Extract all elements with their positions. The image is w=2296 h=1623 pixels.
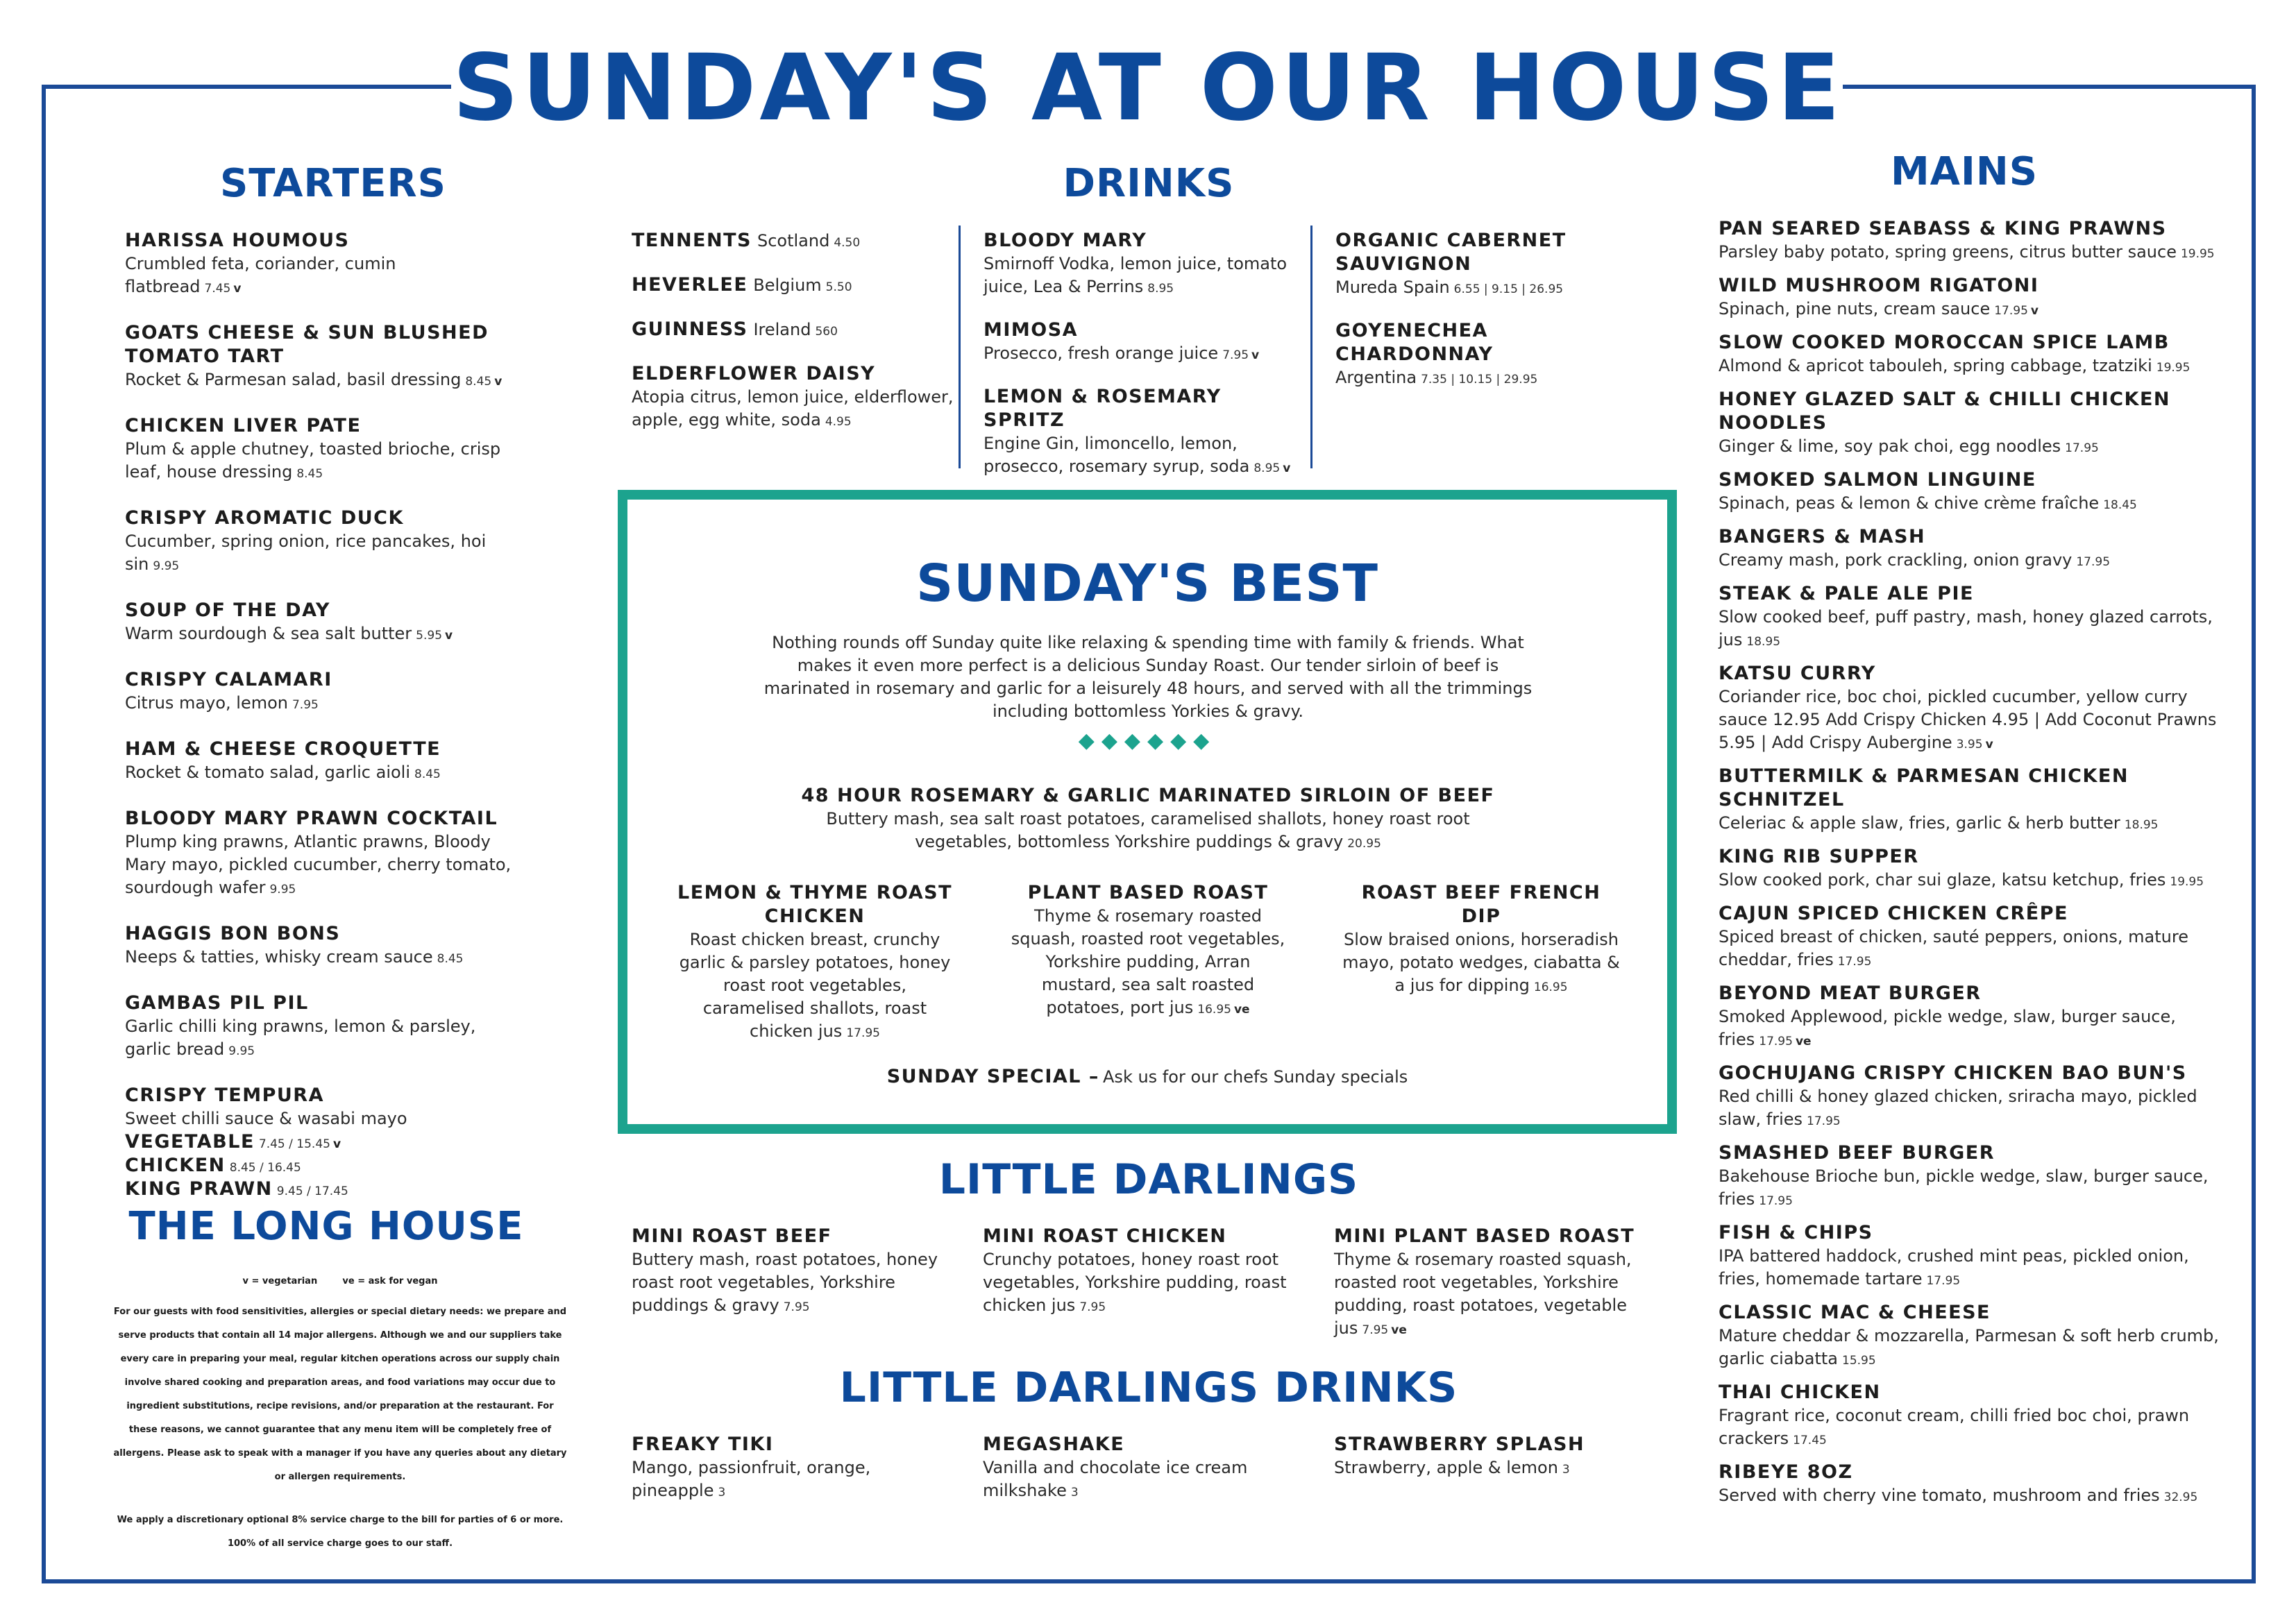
item-desc (1719, 355, 2232, 380)
item-name: FREAKY TIKI (632, 1434, 774, 1455)
item-desc (1719, 435, 2232, 460)
tempura-option (125, 1130, 514, 1154)
item-price: 18.45 (2103, 498, 2137, 512)
drinks-heading: DRINKS (1063, 161, 1235, 206)
item-desc-text: Parsley baby potato, spring greens, citrus butter sauce (1719, 242, 2177, 262)
menu-item (1719, 1062, 2232, 1133)
item-name: PAN SEARED SEABASS & KING PRAWNS (1719, 218, 2167, 239)
item-name: LEMON & THYME ROAST CHICKEN (677, 882, 952, 927)
menu-item (1719, 1381, 2232, 1452)
item-price: 8.95 (1147, 282, 1174, 296)
starters-heading: STARTERS (219, 161, 447, 206)
item-desc: Buttery mash, sea salt roast potatoes, caramelised shallots, honey roast root vegetables, bottomless Yorkshire puddings & gravy 20.95 (826, 809, 1470, 851)
item-name: MINI ROAST BEEF (632, 1225, 832, 1247)
long-house-heading: THE LONG HOUSE (128, 1204, 524, 1249)
item-desc-text: Thyme & rosemary roasted squash, roasted root vegetables, Yorkshire pudding, Arran mustard, sea salt roasted potatoes, port jus (1011, 906, 1285, 1017)
item-name: HAGGIS BON BONS (125, 923, 341, 944)
item-name: GAMBAS PIL PIL (125, 992, 309, 1014)
item-name: HAM & CHEESE CROQUETTE (125, 738, 441, 760)
item-name: GOATS CHEESE & SUN BLUSHED TOMATO TART (125, 322, 489, 367)
item-desc-text: Ginger & lime, soy pak choi, egg noodles (1719, 436, 2061, 456)
menu-item (632, 1433, 958, 1504)
item-desc (984, 342, 1303, 367)
item-desc-text: Neeps & tatties, whisky cream sauce (125, 947, 433, 967)
item-name: MINI ROAST CHICKEN (983, 1225, 1227, 1247)
menu-item (983, 1433, 1309, 1504)
menu-item (1719, 217, 2232, 266)
sunday-special-label: SUNDAY SPECIAL – (886, 1066, 1099, 1087)
item-desc (125, 831, 514, 901)
diet-legend: v = vegetarian ve = ask for vegan (242, 1276, 438, 1286)
menu-item (1719, 582, 2232, 654)
menu-item (125, 321, 514, 393)
menu-item (125, 414, 514, 486)
item-desc (1719, 1325, 2232, 1373)
item-name: HARISSA HOUMOUS (125, 230, 350, 251)
menu-item (125, 738, 514, 786)
item-origin: Belgium (753, 275, 822, 295)
little-darlings-heading: LITTLE DARLINGS (938, 1155, 1359, 1204)
item-desc (1719, 1404, 2232, 1452)
item-name: HEVERLEE (632, 274, 748, 296)
tempura-options (125, 1130, 514, 1201)
sunday-special-text: Ask us for our chefs Sunday specials (1103, 1067, 1408, 1087)
item-price: 18.95 (1746, 635, 1781, 649)
item-desc (125, 761, 514, 786)
item-desc: Sweet chilli sauce & wasabi mayo (125, 1109, 407, 1128)
item-desc-text: Engine Gin, limoncello, lemon, prosecco, rosemary syrup, soda (984, 434, 1250, 476)
item-desc (1334, 1248, 1660, 1342)
long-house-info (111, 1270, 569, 1556)
item-name: BANGERS & MASH (1719, 526, 1926, 547)
item-desc-text: Crumbled feta, coriander, cumin flatbread (125, 254, 396, 296)
item-desc-text: Smoked Applewood, pickle wedge, slaw, burger sauce, fries (1719, 1007, 2176, 1049)
item-name: ELDERFLOWER DAISY (632, 363, 876, 384)
option-name: KING PRAWN (125, 1178, 273, 1200)
item-desc (1335, 276, 1627, 301)
item-desc (125, 692, 514, 717)
wines-column (1335, 229, 1627, 409)
menu-item (125, 229, 514, 300)
tempura-option (125, 1154, 514, 1178)
item-desc (632, 1248, 958, 1319)
item-name: TENNENTS (632, 230, 752, 251)
item-price: 17.95 (2065, 441, 2099, 455)
item-name: CHICKEN LIVER PATE (125, 415, 362, 436)
item-desc-text: Buttery mash, roast potatoes, honey roast root vegetables, Yorkshire puddings & gravy (632, 1250, 938, 1315)
little-drinks-list (632, 1433, 1673, 1522)
item-name: GOYENECHEA CHARDONNAY (1335, 320, 1494, 365)
item-desc-text: Slow cooked pork, char sui glaze, katsu ketchup, fries (1719, 870, 2166, 890)
item-price: 3 (718, 1486, 726, 1499)
diet-tag: v (1251, 348, 1260, 362)
item-price: 7.95 (783, 1300, 810, 1314)
item-name: GUINNESS (632, 318, 748, 340)
item-price: 8.45 (414, 767, 441, 781)
menu-item (984, 385, 1303, 480)
item-desc-text: Slow cooked beef, puff pastry, mash, honey glazed carrots, jus (1719, 607, 2213, 649)
item-desc-text: Fragrant rice, coconut cream, chilli fried boc choi, prawn crackers (1719, 1406, 2190, 1448)
item-desc-text: Plum & apple chutney, toasted brioche, crisp leaf, house dressing (125, 439, 501, 482)
item-desc-text: Argentina (1335, 368, 1417, 387)
item-name: BUTTERMILK & PARMESAN CHICKEN SCHNITZEL (1719, 765, 2129, 810)
item-price: 8.45 (296, 467, 323, 481)
item-name: GOCHUJANG CRISPY CHICKEN BAO BUN'S (1719, 1062, 2187, 1084)
item-desc-text: Mureda Spain (1335, 278, 1450, 297)
item-name: SLOW COOKED MOROCCAN SPICE LAMB (1719, 332, 2170, 353)
sundays-best-heading: SUNDAY'S BEST (916, 554, 1378, 613)
item-desc (125, 253, 514, 300)
item-price: 18.95 (2124, 818, 2159, 832)
diet-tag: v (1283, 461, 1291, 475)
item-price: 5.95 (416, 629, 443, 643)
little-darlings-list (632, 1225, 1673, 1360)
item-desc-text: Strawberry, apple & lemon (1334, 1458, 1558, 1477)
menu-item (1719, 1461, 2232, 1509)
item-desc (1719, 549, 2232, 574)
menu-item (1719, 845, 2232, 894)
item-desc (984, 432, 1303, 480)
diet-tag: ve (1391, 1323, 1407, 1337)
menu-item (125, 507, 514, 578)
item-desc-text: Spiced breast of chicken, sauté peppers, onions, mature cheddar, fries (1719, 927, 2188, 969)
item-desc-text: Mature cheddar & mozzarella, Parmesan & soft herb crumb, garlic ciabatta (1719, 1326, 2219, 1368)
item-desc-text: Almond & apricot tabouleh, spring cabbage, tzatziki (1719, 356, 2152, 375)
item-name: 48 HOUR ROSEMARY & GARLIC MARINATED SIRLOIN OF BEEF (801, 785, 1495, 806)
item-price: 7.45 (204, 282, 231, 296)
item-price: 17.95 (1759, 1035, 1793, 1048)
item-origin: Ireland (753, 320, 811, 339)
diet-tag: v (1985, 738, 1993, 751)
item-price: 17.95 (1759, 1194, 1793, 1208)
item-name: MEGASHAKE (983, 1434, 1125, 1455)
item-price: 5.50 (825, 280, 852, 294)
item-desc-text: Mango, passionfruit, orange, pineapple (632, 1458, 871, 1500)
diet-tag: v (494, 375, 503, 389)
item-desc (125, 530, 514, 578)
item-desc (1719, 869, 2232, 894)
menu-item (125, 992, 514, 1063)
beers-list (632, 229, 958, 341)
item-desc-text: Red chilli & honey glazed chicken, sriracha mayo, pickled slaw, fries (1719, 1087, 2197, 1129)
item-price: 17.95 (1994, 304, 2028, 318)
item-desc (1719, 606, 2232, 654)
item-name: CRISPY CALAMARI (125, 669, 332, 690)
item-desc-text: Rocket & Parmesan salad, basil dressing (125, 370, 462, 389)
item-price: 7.95 (292, 698, 319, 712)
menu-item (1335, 229, 1627, 301)
item-price: 8.45 (437, 952, 464, 966)
tempura-option (125, 1178, 514, 1201)
item-desc (1334, 1456, 1660, 1481)
item-price: 19.95 (2170, 875, 2204, 889)
item-price: 3 (1562, 1463, 1570, 1477)
item-name: BEYOND MEAT BURGER (1719, 983, 1982, 1004)
item-name: KING RIB SUPPER (1719, 846, 1919, 867)
diet-tag: ve (1233, 1003, 1250, 1017)
item-name: CAJUN SPICED CHICKEN CRÊPE (1719, 903, 2068, 924)
menu-item (1335, 319, 1627, 391)
menu-item (1342, 881, 1620, 1045)
menu-item (1009, 881, 1287, 1045)
starters-column (125, 229, 514, 1219)
option-name: VEGETABLE (125, 1131, 255, 1153)
item-name: HONEY GLAZED SALT & CHILLI CHICKEN NOODLES (1719, 389, 2171, 434)
item-desc-text: Spinach, peas & lemon & chive crème fraîche (1719, 493, 2100, 513)
item-desc (984, 253, 1303, 300)
item-price: 16.95 (1197, 1003, 1231, 1017)
item-price: 17.95 (1837, 955, 1872, 969)
item-price: 7.95 (1362, 1323, 1389, 1337)
option-price: 7.45 / 15.45 (258, 1137, 330, 1151)
item-price: 17.95 (1926, 1274, 1961, 1288)
little-drinks-heading: LITTLE DARLINGS DRINKS (839, 1363, 1458, 1412)
menu-item (984, 318, 1303, 367)
item-name: MIMOSA (984, 319, 1079, 341)
item-desc (1719, 1484, 2232, 1509)
option-price: 9.45 / 17.45 (276, 1184, 348, 1198)
item-name: PLANT BASED ROAST (1027, 882, 1269, 903)
item-price: 8.45 (465, 375, 492, 389)
item-name: ORGANIC CABERNET SAUVIGNON (1335, 230, 1567, 275)
item-desc (1719, 492, 2232, 517)
item-name: CRISPY TEMPURA (125, 1085, 324, 1106)
sundays-best-intro: Nothing rounds off Sunday quite like relaxing & spending time with family & friends. What makes it even more perfect is a delicious Sunday Roast. Our tender sirloin of beef is marinated in rosemary and garlic for a leisurely 48 hours, and served with all the trimmings including bottomless Yorkies & gravy. (763, 633, 1533, 721)
beers-column (632, 229, 958, 452)
menu-item (632, 318, 958, 341)
item-desc (1719, 1245, 2232, 1293)
menu-item (125, 599, 514, 647)
item-price: 3.95 (1956, 738, 1983, 751)
item-name: LEMON & ROSEMARY SPRITZ (984, 386, 1222, 431)
item-name: CRISPY AROMATIC DUCK (125, 507, 404, 529)
item-price: 7.35 | 10.15 | 29.95 (1421, 373, 1538, 386)
item-desc (1719, 812, 2232, 837)
item-desc (125, 946, 514, 971)
item-desc (1719, 1005, 2232, 1053)
item-desc (983, 1456, 1309, 1504)
menu-item (1334, 1433, 1660, 1504)
cocktails-column (984, 229, 1303, 498)
menu-item (1719, 468, 2232, 517)
item-desc (1719, 1085, 2232, 1133)
item-desc (1335, 366, 1627, 391)
diet-tag: ve (1795, 1035, 1812, 1048)
item-desc-text: Crunchy potatoes, honey roast root vegetables, Yorkshire pudding, roast chicken jus (983, 1250, 1287, 1315)
menu-item (125, 668, 514, 717)
item-price: 17.95 (2076, 555, 2111, 569)
item-name: KATSU CURRY (1719, 663, 1876, 684)
item-name: BLOODY MARY PRAWN COCKTAIL (125, 808, 498, 829)
item-price: 16.95 (1533, 980, 1568, 994)
menu-item (1719, 331, 2232, 380)
item-desc-text: Spinach, pine nuts, cream sauce (1719, 299, 1991, 318)
item-desc-text: Celeriac & apple slaw, fries, garlic & herb butter (1719, 813, 2120, 833)
item-name: STRAWBERRY SPLASH (1334, 1434, 1585, 1455)
item-price: 19.95 (2180, 247, 2215, 261)
item-price: 4.50 (834, 236, 861, 250)
menu-item (1719, 662, 2232, 756)
item-desc-text: Roast chicken breast, crunchy garlic & parsley potatoes, honey roast root vegetables, caramelised shallots, roast chicken jus (679, 930, 951, 1041)
menu-item (1719, 274, 2232, 323)
item-name: STEAK & PALE ALE PIE (1719, 583, 1974, 604)
menu-item (983, 1225, 1309, 1342)
menu-item (1719, 1301, 2232, 1373)
sunday-special (627, 1065, 1667, 1089)
item-desc-text: Prosecco, fresh orange juice (984, 343, 1219, 363)
elderflower-item (632, 362, 958, 434)
menu-item (1719, 765, 2232, 837)
mains-list (1719, 217, 2232, 1509)
item-name: SMASHED BEEF BURGER (1719, 1142, 1995, 1164)
item-desc-text: Creamy mash, pork crackling, onion gravy (1719, 550, 2073, 570)
sirloin-item (801, 784, 1495, 856)
menu-item (632, 1225, 958, 1342)
item-desc (983, 1248, 1309, 1319)
menu-item (1719, 982, 2232, 1053)
menu-item (125, 807, 514, 901)
item-name: MINI PLANT BASED ROAST (1334, 1225, 1635, 1247)
item-desc-text: Vanilla and chocolate ice cream milkshake (983, 1458, 1248, 1500)
item-desc-text: Garlic chilli king prawns, lemon & parsley, garlic bread (125, 1017, 476, 1059)
menu-item (1334, 1225, 1660, 1342)
diet-tag: v (332, 1137, 341, 1151)
item-desc-text: Smirnoff Vodka, lemon juice, tomato juice, Lea & Perrins (984, 254, 1288, 296)
item-desc (1009, 905, 1287, 1021)
item-name: RIBEYE 8OZ (1719, 1461, 1853, 1483)
diamond-divider: ◆◆◆◆◆◆ (1078, 729, 1217, 753)
menu-item (1719, 1221, 2232, 1293)
item-name: BLOODY MARY (984, 230, 1147, 251)
item-desc (1719, 241, 2232, 266)
item-price: 6.55 | 9.15 | 26.95 (1453, 282, 1564, 296)
tempura-item (125, 1084, 514, 1201)
item-desc (1719, 1165, 2232, 1213)
menu-item (1719, 902, 2232, 974)
item-desc-text: Served with cherry vine tomato, mushroom and fries (1719, 1486, 2160, 1505)
drinks-divider-1 (959, 226, 961, 468)
item-price: 17.45 (1793, 1434, 1827, 1447)
item-desc (125, 368, 514, 393)
item-name: SOUP OF THE DAY (125, 600, 330, 621)
item-price: 19.95 (2156, 361, 2191, 375)
allergen-notice: For our guests with food sensitivities, allergies or special dietary needs: we prepare and serve products that contain all 14 major allergens. Although we and our suppliers take every care in preparing your meal, regular kitchen operations across our supply chain involve shared cooking and preparation areas, and food variations may occur due to ingredient substitutions, recipe revisions, and/or preparation at the restaurant. For these reasons, we cannot guarantee that any menu item will be completely free of allergens. Please ask to speak with a manager if you have any queries about any dietary or allergen requirements. (113, 1307, 567, 1482)
item-desc-text: Rocket & tomato salad, garlic aioli (125, 763, 411, 782)
mains-column (1719, 217, 2232, 1518)
menu-item (676, 881, 954, 1045)
sundays-best-panel (618, 490, 1677, 1134)
page-title: SUNDAY'S AT OUR HOUSE (453, 35, 1843, 142)
item-name: THAI CHICKEN (1719, 1382, 1881, 1403)
item-desc (1719, 926, 2232, 974)
drinks-divider-2 (1310, 226, 1312, 468)
item-price: 32.95 (2163, 1490, 2198, 1504)
cocktails-list (984, 229, 1303, 480)
item-price: 7.95 (1222, 348, 1249, 362)
roast-options (676, 881, 1620, 1063)
menu-item (1719, 1141, 2232, 1213)
item-desc (632, 1456, 958, 1504)
option-name: CHICKEN (125, 1155, 226, 1176)
item-name: CLASSIC MAC & CHEESE (1719, 1302, 1991, 1323)
item-price: 17.95 (1807, 1114, 1841, 1128)
item-desc (125, 438, 514, 486)
item-desc: Atopia citrus, lemon juice, elderflower, apple, egg white, soda 4.95 (632, 387, 954, 430)
item-price: 15.95 (1842, 1354, 1876, 1368)
item-desc (125, 622, 514, 647)
item-price: 17.95 (846, 1026, 880, 1040)
item-price: 9.95 (269, 883, 296, 897)
menu-item (984, 229, 1303, 300)
menu-item (1719, 525, 2232, 574)
diet-tag: v (233, 282, 242, 296)
item-desc-text: Bakehouse Brioche bun, pickle wedge, slaw, burger sauce, fries (1719, 1166, 2209, 1209)
item-desc-text: IPA battered haddock, crushed mint peas, pickled onion, fries, homemade tartare (1719, 1246, 2189, 1289)
wines-list (1335, 229, 1627, 391)
item-desc (1719, 298, 2232, 323)
item-name: FISH & CHIPS (1719, 1222, 1873, 1243)
service-charge-notice: We apply a discretionary optional 8% service charge to the bill for parties of 6 or more. 100% of all service charge goes to our staff. (117, 1515, 564, 1549)
item-desc (125, 1015, 514, 1063)
item-desc (1719, 686, 2232, 756)
diet-tag: v (445, 629, 453, 643)
item-desc-text: Warm sourdough & sea salt butter (125, 624, 412, 643)
diet-tag: v (2030, 304, 2038, 318)
mains-heading: MAINS (1890, 149, 2038, 194)
item-desc-text: Slow braised onions, horseradish mayo, potato wedges, ciabatta & a jus for dipping (1342, 930, 1620, 995)
item-price: 9.95 (153, 559, 180, 573)
item-price: 560 (815, 325, 838, 339)
item-name: SMOKED SALMON LINGUINE (1719, 469, 2036, 491)
menu-item (125, 922, 514, 971)
item-price: 7.95 (1079, 1300, 1106, 1314)
item-price: 9.95 (228, 1044, 255, 1058)
item-desc-text: Plump king prawns, Atlantic prawns, Bloody Mary mayo, pickled cucumber, cherry tomato, sourdough wafer (125, 832, 512, 897)
starters-list (125, 229, 514, 1063)
item-desc (676, 928, 954, 1045)
item-name: ROAST BEEF FRENCH DIP (1361, 882, 1601, 927)
item-price: 8.95 (1253, 461, 1281, 475)
item-desc-text: Coriander rice, boc choi, pickled cucumber, yellow curry sauce 12.95 Add Crispy Chicken 4.95 | Add Coconut Prawns 5.95 | Add Crispy Aubergine (1719, 687, 2217, 752)
item-desc-text: Citrus mayo, lemon (125, 693, 288, 713)
item-name: WILD MUSHROOM RIGATONI (1719, 275, 2039, 296)
item-price: 3 (1070, 1486, 1079, 1499)
item-origin: Scotland (757, 231, 830, 250)
item-desc-text: Cucumber, spring onion, rice pancakes, hoi sin (125, 532, 487, 574)
item-desc-text: Thyme & rosemary roasted squash, roasted root vegetables, Yorkshire pudding, roast potatoes, vegetable jus (1334, 1250, 1632, 1338)
menu-item (632, 229, 958, 253)
item-desc (1342, 928, 1620, 999)
menu-item (1719, 388, 2232, 460)
option-price: 8.45 / 16.45 (229, 1161, 301, 1175)
menu-item (632, 273, 958, 297)
